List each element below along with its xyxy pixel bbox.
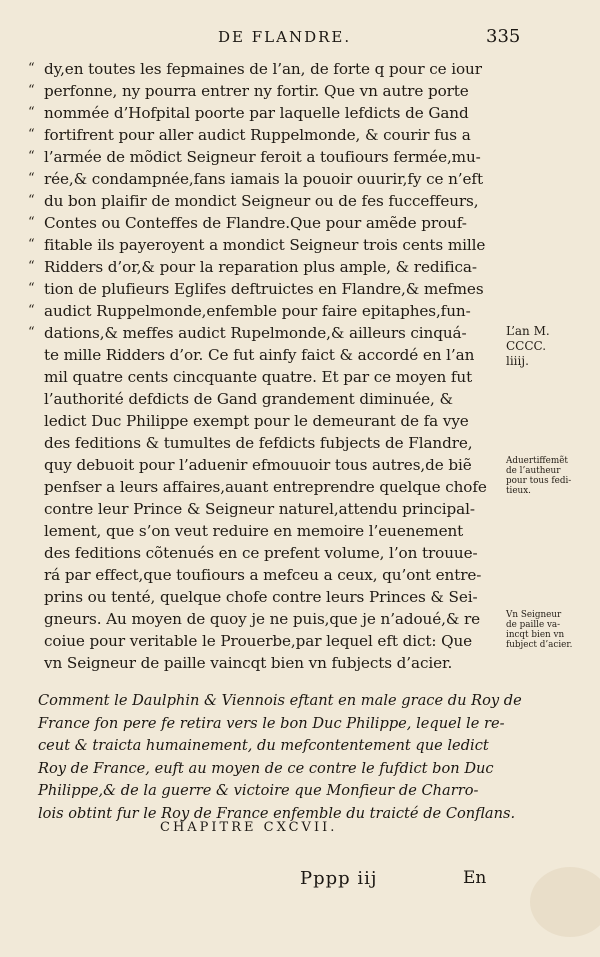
text-line xyxy=(28,234,514,256)
summary-line: lois obtint fur le Roy de France enfemble du traicté de Conflans. xyxy=(38,804,516,822)
text-line xyxy=(28,278,514,300)
line-text: vn Seigneur de paille vaincqt bien vn fubjects d’acier. xyxy=(44,654,453,672)
text-line xyxy=(44,410,514,432)
line-text: coiue pour veritable le Prouerbe,par lequel eft dict: Que xyxy=(44,632,473,650)
text-line xyxy=(28,102,514,124)
page-number: 335 xyxy=(486,26,521,47)
summary-line: Philippe,& de la guerre & victoire que Monfieur de Charro- xyxy=(38,782,479,799)
text-line xyxy=(44,652,514,674)
marginal-notes xyxy=(506,0,600,957)
text-line xyxy=(28,190,514,212)
text-line xyxy=(44,630,514,652)
chapter-heading: CHAPITRE CXCVII. xyxy=(160,820,338,835)
chapter-summary xyxy=(38,690,522,825)
quotation-mark: “ xyxy=(28,325,35,340)
text-line xyxy=(44,432,514,454)
signature-mark: Pppp iij xyxy=(300,868,378,889)
text-line xyxy=(28,300,514,322)
text-line xyxy=(28,212,514,234)
quotation-mark: “ xyxy=(28,303,35,318)
quotation-mark: “ xyxy=(28,83,35,98)
quotation-mark: “ xyxy=(28,61,35,76)
text-line xyxy=(28,58,514,80)
line-text: fitable ils payeroyent a mondict Seigneur trois cents mille xyxy=(44,236,486,254)
line-text: des feditions & tumultes de fefdicts fubjects de Flandre, xyxy=(44,434,473,452)
text-line xyxy=(44,388,514,410)
quotation-mark: “ xyxy=(28,281,35,296)
text-line xyxy=(44,476,514,498)
line-text: contre leur Prince & Seigneur naturel,attendu principal- xyxy=(44,500,475,518)
text-line xyxy=(44,586,514,608)
summary-line: Comment le Daulphin & Viennois eftant en male grace du Roy de xyxy=(38,692,522,709)
line-text: quy debuoit pour l’aduenir efmouuoir tous autres,de biẽ xyxy=(44,456,472,474)
line-text: fortifrent pour aller audict Ruppelmonde, & courir fus a xyxy=(44,126,471,144)
line-text: audict Ruppelmonde,enfemble pour faire epitaphes,fun- xyxy=(44,302,471,320)
text-line xyxy=(44,344,514,366)
line-text: ledict Duc Philippe exempt pour le demeurant de fa vye xyxy=(44,412,469,430)
line-text: du bon plaifir de mondict Seigneur ou de fes fucceffeurs, xyxy=(44,192,479,210)
line-text: prins ou tenté, quelque chofe contre leurs Princes & Sei- xyxy=(44,588,478,606)
text-line xyxy=(28,124,514,146)
line-text: dy,en toutes les fepmaines de l’an, de forte q pour ce iour xyxy=(44,60,482,78)
quotation-mark: “ xyxy=(28,105,35,120)
line-text: des feditions cõtenués en ce prefent volume, l’on trouue- xyxy=(44,544,478,562)
line-text: te mille Ridders d’or. Ce fut ainfy faict & accordé en l’an xyxy=(44,346,475,364)
quotation-mark: “ xyxy=(28,149,35,164)
line-text: tion de plufieurs Eglifes deftruictes en Flandre,& mefmes xyxy=(44,280,484,298)
text-line xyxy=(44,366,514,388)
text-line xyxy=(44,498,514,520)
text-line xyxy=(28,168,514,190)
margin-note: L’an M. CCCC. liiij. xyxy=(506,324,550,368)
line-text: nommée d’Hofpital poorte par laquelle lefdicts de Gand xyxy=(44,104,469,122)
text-line xyxy=(28,256,514,278)
line-text: dations,& meffes audict Rupelmonde,& ailleurs cinquá- xyxy=(44,324,467,342)
text-line xyxy=(44,520,514,542)
text-line xyxy=(44,564,514,586)
summary-line: ceut & traicta humainement, du mefcontentement que ledict xyxy=(38,737,489,754)
margin-note: Vn Seigneur de paille va- incqt bien vn fubject d’acier. xyxy=(506,610,573,650)
line-text: rá par effect,que toufiours a mefceu a ceux, qu’ont entre- xyxy=(44,566,482,584)
quotation-mark: “ xyxy=(28,127,35,142)
line-text: Ridders d’or,& pour la reparation plus ample, & redifica- xyxy=(44,258,477,276)
quotation-mark: “ xyxy=(28,259,35,274)
main-text xyxy=(28,58,514,674)
quotation-mark: “ xyxy=(28,171,35,186)
catchword: En xyxy=(463,868,487,888)
summary-line: France fon pere fe retira vers le bon Duc Philippe, lequel le re- xyxy=(38,714,505,732)
line-text: perfonne, ny pourra entrer ny fortir. Que vn autre porte xyxy=(44,82,469,100)
margin-note: Aduertiffemẽt de l’autheur pour tous fedi- tieux. xyxy=(506,456,572,496)
running-title: DE FLANDRE. xyxy=(218,28,352,46)
text-line xyxy=(44,608,514,630)
quotation-mark: “ xyxy=(28,215,35,230)
text-line xyxy=(28,146,514,168)
text-line xyxy=(44,542,514,564)
text-line xyxy=(44,454,514,476)
summary-line: Roy de France, euft au moyen de ce contre le fufdict bon Duc xyxy=(38,759,494,777)
line-text: Contes ou Conteffes de Flandre.Que pour amẽde prouf- xyxy=(44,214,467,232)
text-line xyxy=(28,322,514,344)
text-line xyxy=(28,80,514,102)
line-text: penfser a leurs affaires,auant entreprendre quelque chofe xyxy=(44,478,487,496)
line-text: mil quatre cents cincquante quatre. Et par ce moyen fut xyxy=(44,368,473,386)
line-text: l’authorité defdicts de Gand grandement diminuée, & xyxy=(44,390,453,408)
quotation-mark: “ xyxy=(28,237,35,252)
line-text: gneurs. Au moyen de quoy je ne puis,que je n’adoué,& re xyxy=(44,610,481,628)
line-text: rée,& condampnée,fans iamais la pouoir ouurir,fy ce n’eft xyxy=(44,170,483,188)
line-text: lement, que s’on veut reduire en memoire l’euenement xyxy=(44,522,464,540)
quotation-mark: “ xyxy=(28,193,35,208)
line-text: l’armée de mõdict Seigneur feroit a toufiours fermée,mu- xyxy=(44,148,481,166)
